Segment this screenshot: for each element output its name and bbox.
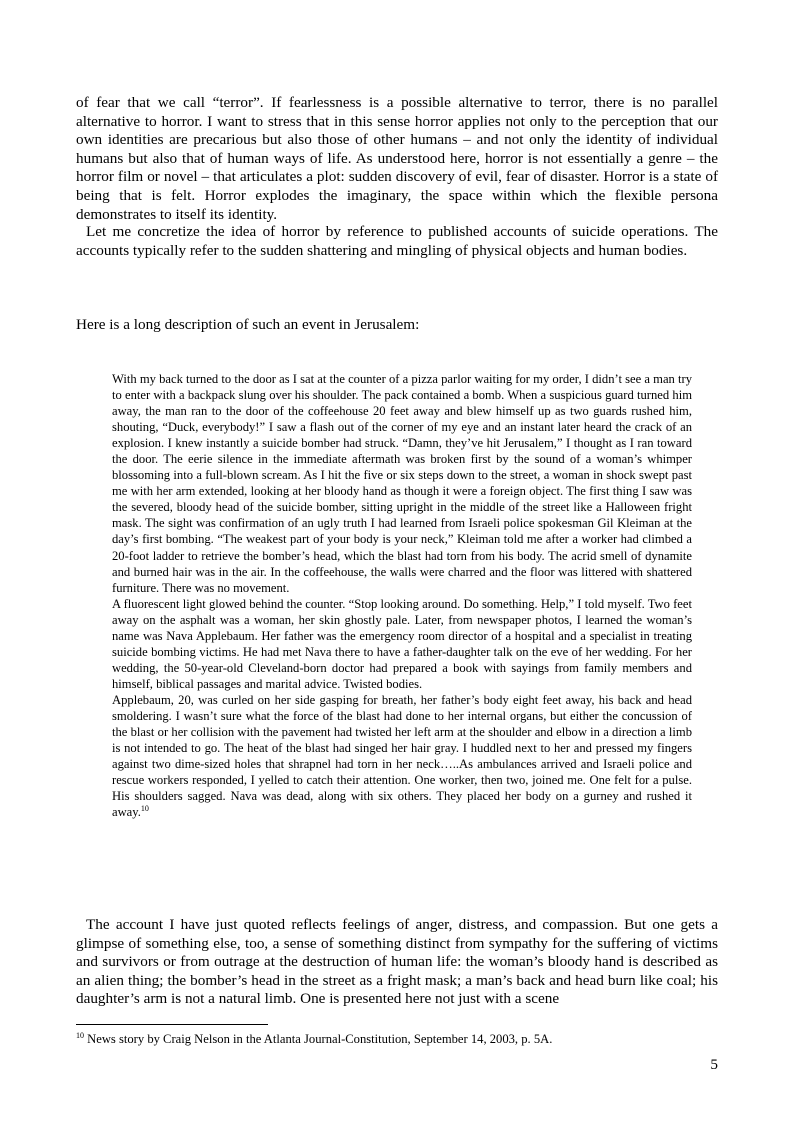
paragraph-3: Here is a long description of such an event in Jerusalem: (76, 316, 420, 333)
page-number: 5 (710, 1056, 718, 1073)
quote-paragraph-3-text: Applebaum, 20, was curled on her side gasping for breath, her father’s body eight feet away, his back and head smoldering. I wasn’t sure what the force of the blast had done to her internal organs, but either the concussion of the blast or her collision with the pavement had twisted her left arm at the shoulder and elbow in a direction a limb is not intended to go. The heat of the blast had singed her hair gray. I huddled next to her and pressed my fingers against two dime-sized holes that shrapnel had torn in her neck…..As ambulances arrived and Israeli police and rescue workers responded, I yelled to catch their attention. One worker, then two, joined me. One felt for a pulse. His shoulders sagged. Nava was dead, along with six others. They placed her body on a gurney and rushed it away. (112, 692, 692, 820)
block-quote (112, 371, 692, 820)
paragraph-1: of fear that we call “terror”. If fearlessness is a possible alternative to terror, there is no parallel alternative to horror. I want to stress that in this sense horror applies not only to the perception that our own identities are precarious but also those of other humans – and not only the identity of individual humans but also that of human ways of life. As understood here, horror is not essentially a genre – the horror film or novel – that articulates a plot: sudden discovery of evil, fear of disaster. Horror is a state of being that is felt. Horror explodes the imaginary, the space within which the flexible persona demonstrates to itself its identity. (76, 94, 718, 223)
quote-paragraph-3 (112, 692, 692, 820)
footnote-divider (76, 1024, 268, 1025)
quote-paragraph-2: A fluorescent light glowed behind the counter. “Stop looking around. Do something. Help,” I told myself. Two feet away on the asphalt was a woman, her skin ghostly pale. Later, from newspaper photos, I learned the woman’s name was Nava Applebaum. Her father was the emergency room director of a hospital and a specialist in treating suicide bombing victims. He had met Nava there to have a father-daughter talk on the eve of her wedding. For her wedding, the 50-year-old Cleveland-born doctor had prepared a book with sayings from family members and himself, biblical passages and marital advice. Twisted bodies. (112, 596, 692, 691)
quote-paragraph-1: With my back turned to the door as I sat at the counter of a pizza parlor waiting for my order, I didn’t see a man try to enter with a backpack slung over his shoulder. The pack contained a bomb. When a suspicious guard turned him away, the man ran to the door of the coffeehouse 20 feet away and blew himself up as two guards rushed him, shouting, “Duck, everybody!” I saw a flash out of the corner of my eye and an instant later heard the crack of an explosion. I knew instantly a suicide bomber had struck. “Damn, they’ve hit Jerusalem,” I thought as I ran toward the door. The eerie silence in the immediate aftermath was broken first by the sound of a woman’s whimper blossoming into a full-blown scream. As I hit the five or six steps down to the street, a woman in shock swept past me with her arm extended, looking at her bloody hand as though it were a foreign object. The first thing I saw was the severed, bloody head of the suicide bomber, sitting upright in the middle of the street like a Halloween fright mask. The sight was confirmation of an ugly truth I had learned from Israeli police spokesman Gil Kleiman at the day’s first bombing. “The weakest part of your body is your neck,” Kleiman told me after a worker had climbed a 20-foot ladder to retrieve the bomber’s head, which the blast had torn from his body. The acrid smell of dynamite and burned hair was in the air. In the coffeehouse, the walls were charred and the floor was littered with shattered furniture. There was no movement. (112, 372, 692, 595)
footnote (76, 1031, 718, 1047)
footnote-number: 10 (76, 1030, 84, 1040)
footnote-text: News story by Craig Nelson in the Atlanta Journal-Constitution, September 14, 2003, p. 5A. (84, 1032, 553, 1046)
footnote-reference: 10 (140, 804, 149, 814)
paragraph-2: Let me concretize the idea of horror by reference to published accounts of suicide operations. The accounts typically refer to the sudden shattering and mingling of physical objects and human bodies. (76, 223, 718, 259)
paragraph-4: The account I have just quoted reflects feelings of anger, distress, and compassion. But one gets a glimpse of something else, too, a sense of something distinct from sympathy for the suffering of victims and survivors or from outrage at the destruction of human life: the woman’s bloody hand is described as an alien thing; the bomber’s head in the street as a fright mask; a man’s back and head burn like coal; his daughter’s arm is not a natural limb. One is presented here not just with a scene (76, 916, 718, 1008)
